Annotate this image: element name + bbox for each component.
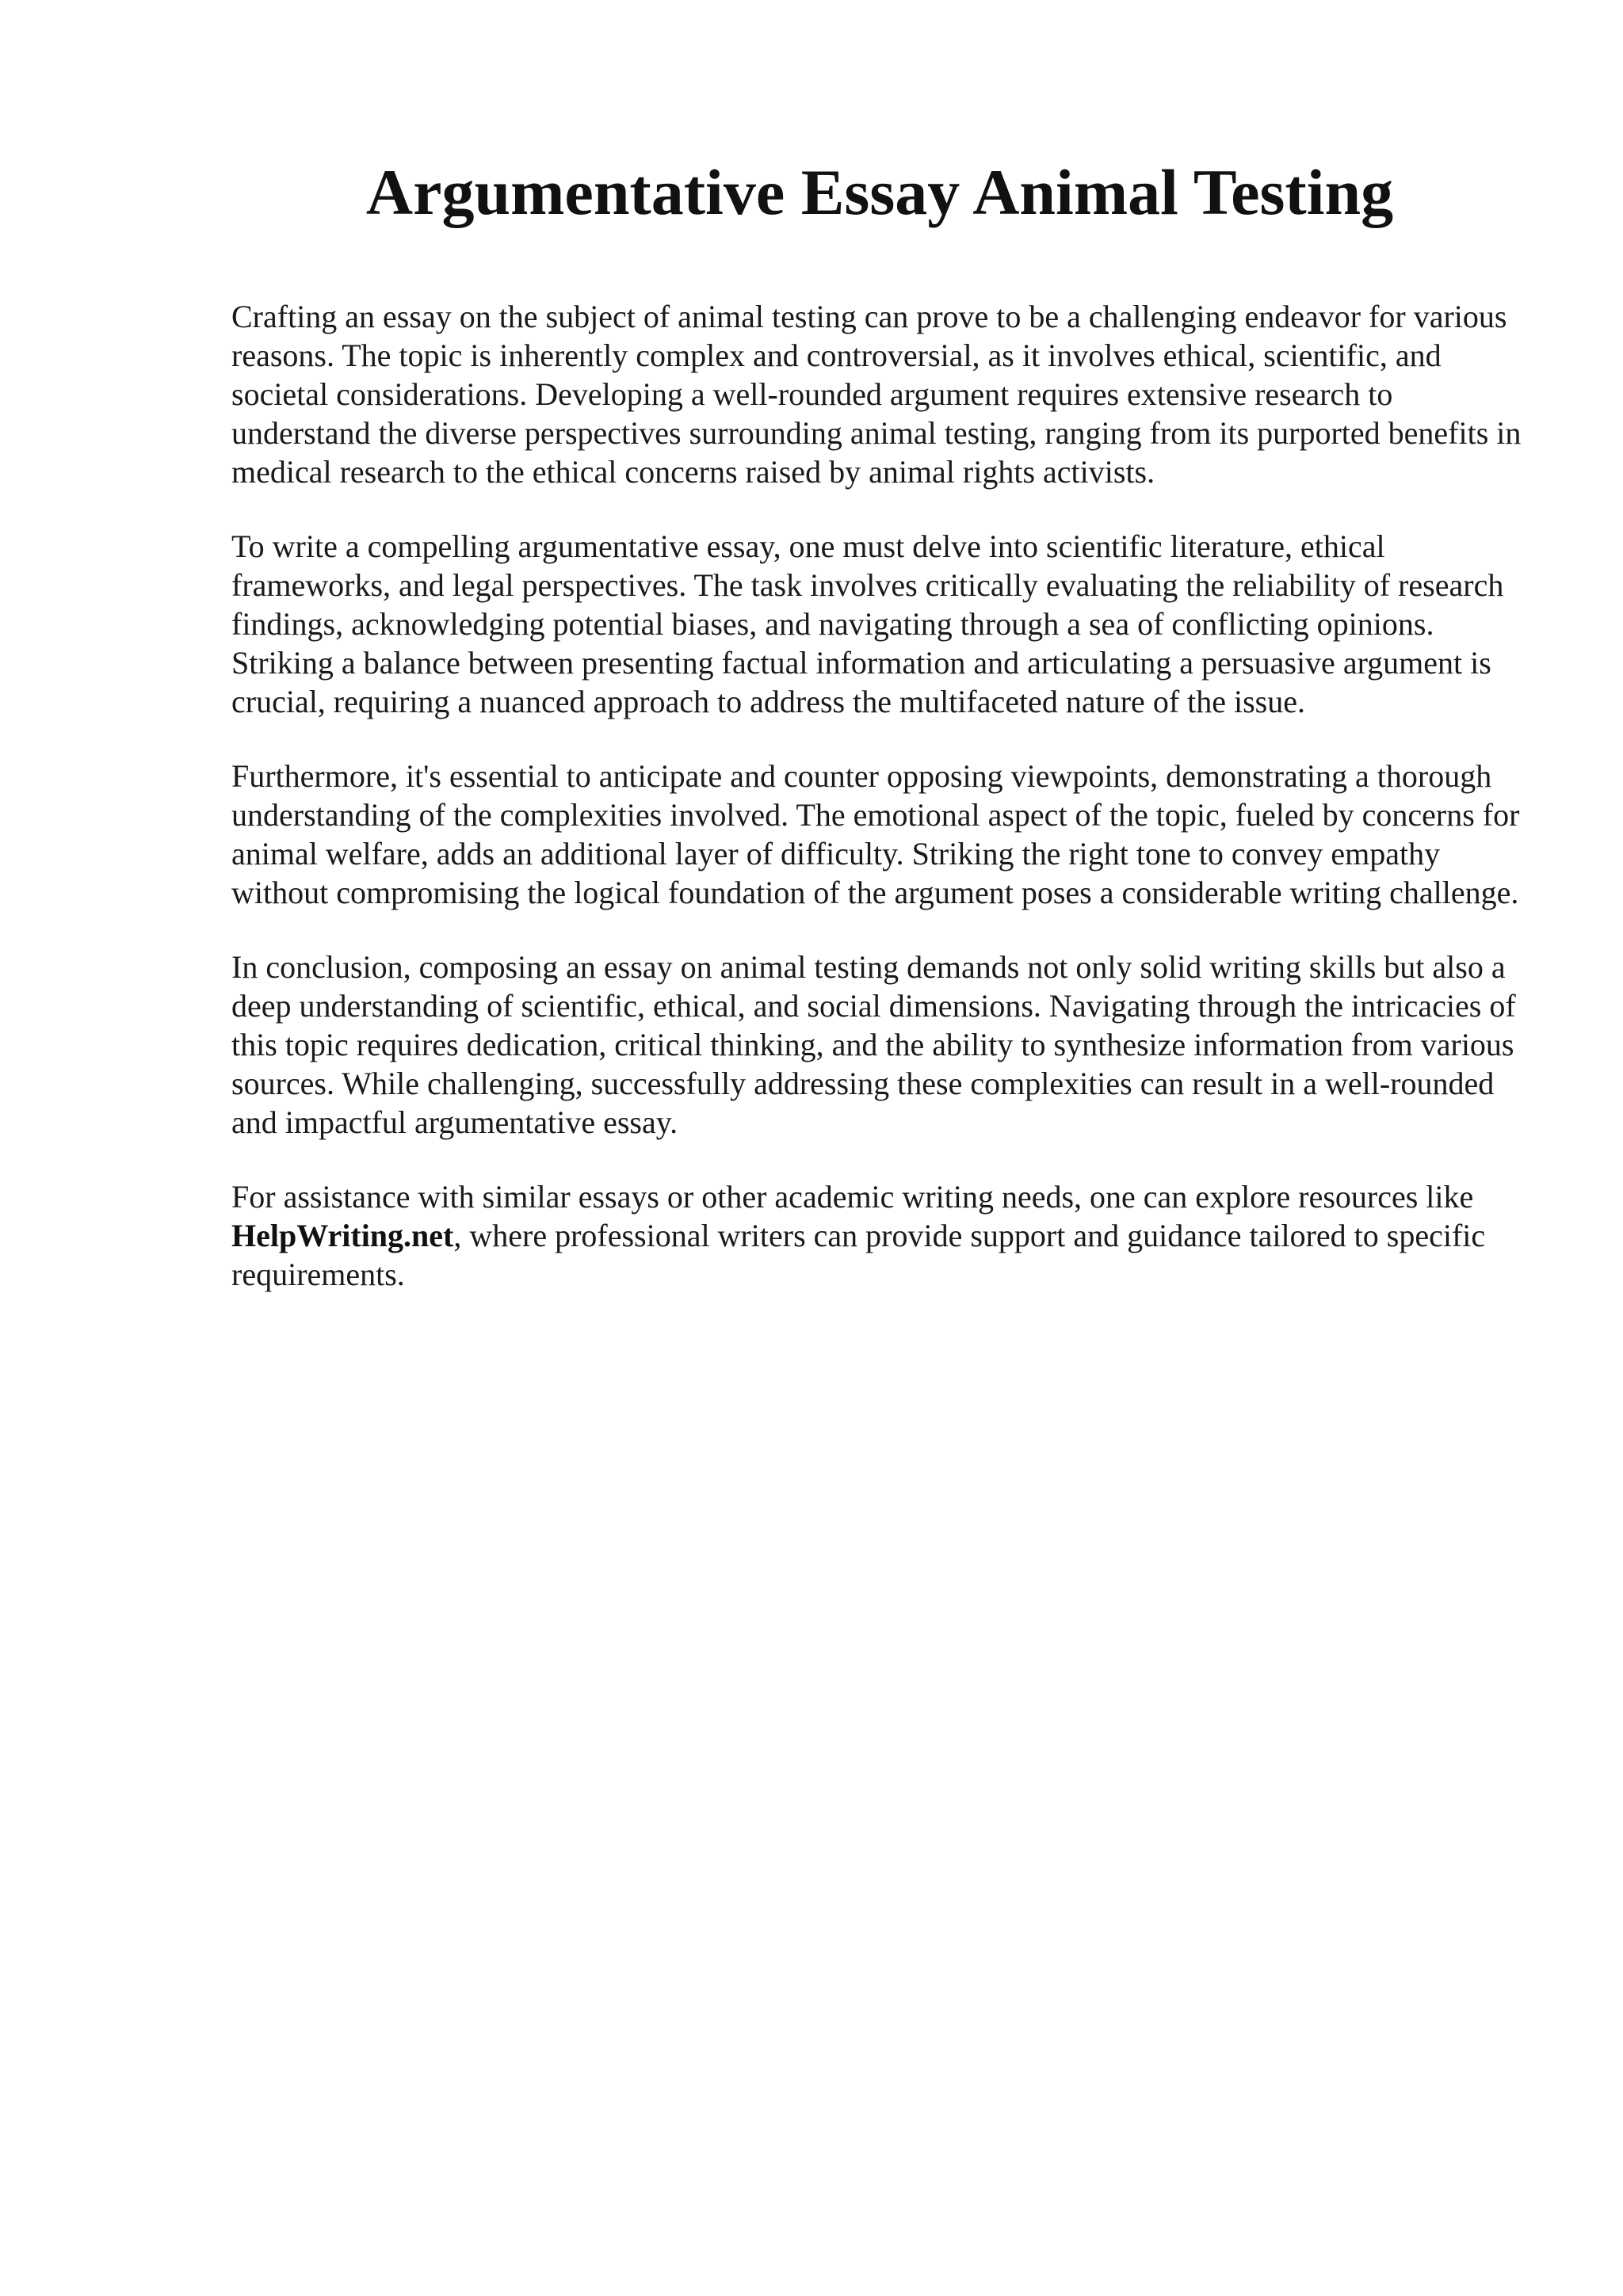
closing-text-after: , where professional writers can provide support and guidance tailored to specific requirements. xyxy=(231,1218,1486,1292)
paragraph-1: Crafting an essay on the subject of animal testing can prove to be a challenging endeavor for various reasons. The topic is inherently complex and controversial, as it involves ethical, scientific, and societal considerations. Developing a well-rounded argument requires extensive research to understand the diverse perspectives surrounding animal testing, ranging from its purported benefits in medical research to the ethical concerns raised by animal rights activists. xyxy=(231,299,1522,490)
brand-name: HelpWriting.net xyxy=(231,1218,454,1253)
essay-body xyxy=(231,297,1531,1329)
closing-text-before: For assistance with similar essays or other academic writing needs, one can explore resources like xyxy=(231,1179,1474,1215)
paragraph-closing xyxy=(231,1177,1531,1294)
paragraph-4: In conclusion, composing an essay on animal testing demands not only solid writing skills but also a deep understanding of scientific, ethical, and social dimensions. Navigating through the intricacies of this topic requires dedication, critical thinking, and the ability to synthesize information from various sources. While challenging, successfully addressing these complexities can result in a well-rounded and impactful argumentative essay. xyxy=(231,949,1516,1140)
paragraph-3: Furthermore, it's essential to anticipate and counter opposing viewpoints, demonstrating a thorough understanding of the complexities involved. The emotional aspect of the topic, fueled by concerns for animal welfare, adds an additional layer of difficulty. Striking the right tone to convey empathy without compromising the logical foundation of the argument poses a considerable writing challenge. xyxy=(231,758,1520,910)
paragraph-2: To write a compelling argumentative essay, one must delve into scientific literature, ethical frameworks, and legal perspectives. The task involves critically evaluating the reliability of research findings, acknowledging potential biases, and navigating through a sea of conflicting opinions. Striking a balance between presenting factual information and articulating a persuasive argument is crucial, requiring a nuanced approach to address the multifaceted nature of the issue. xyxy=(231,528,1504,719)
page-title: Argumentative Essay Animal Testing xyxy=(365,156,1394,228)
